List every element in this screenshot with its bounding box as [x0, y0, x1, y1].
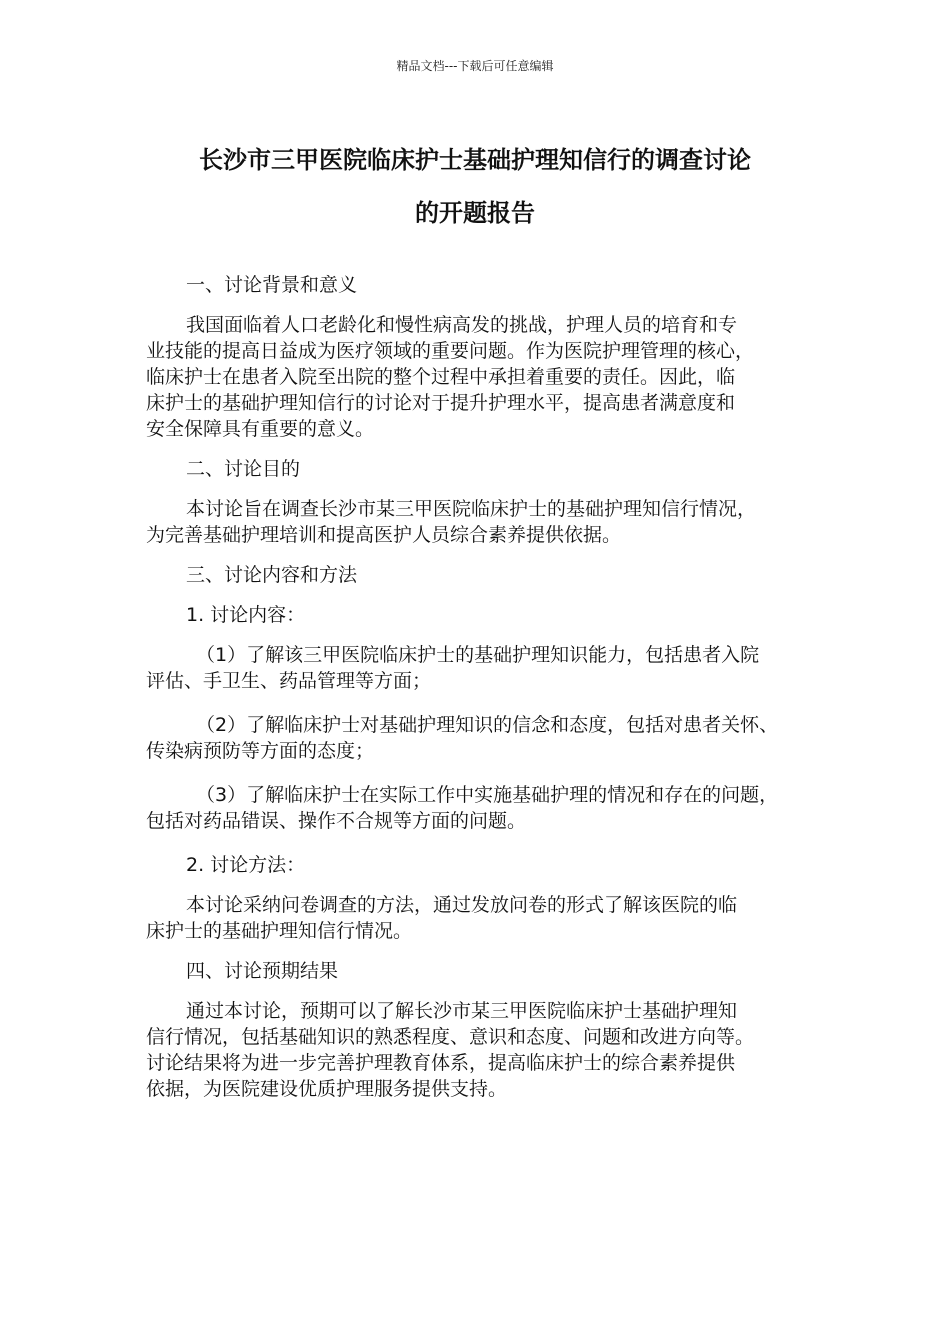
content-item-2: （2）了解临床护士对基础护理知识的信念和态度，包括对患者关怀、 传染病预防等方面的态度； [146, 714, 779, 762]
content-item-3: （3）了解临床护士在实际工作中实施基础护理的情况和存在的问题， 包括对药品错误、操作不合规等方面的问题。 [146, 784, 779, 832]
header-note: 精品文档---下载后可任意编辑 [396, 59, 554, 73]
content-item-1: （1）了解该三甲医院临床护士的基础护理知识能力，包括患者入院 评估、手卫生、药品管理等方面； [146, 644, 760, 692]
document-title-line-2: 的开题报告 [415, 199, 535, 227]
document-body [146, 272, 816, 1116]
subheading-content: 1. 讨论内容： [186, 604, 306, 626]
section-heading-content-method: 三、讨论内容和方法 [186, 564, 358, 586]
section-heading-expected-results: 四、讨论预期结果 [186, 960, 339, 982]
subheading-method: 2. 讨论方法： [186, 854, 306, 876]
section-heading-purpose: 二、讨论目的 [186, 458, 301, 480]
section-heading-background: 一、讨论背景和意义 [186, 274, 358, 296]
section-paragraph-method: 本讨论采纳问卷调查的方法，通过发放问卷的形式了解该医院的临 床护士的基础护理知信行情况。 [146, 894, 738, 942]
section-paragraph-background: 我国面临着人口老龄化和慢性病高发的挑战，护理人员的培育和专 业技能的提高日益成为医疗领域的重要问题。作为医院护理管理的核心， 临床护士在患者入院至出院的整个过程中承担着重要的责任。因此，临 床护士的基础护理知信行的讨论对于提升护理水平，提高患者满意度和 安全保障具有重要的意义。 [146, 314, 755, 440]
document-title-line-1: 长沙市三甲医院临床护士基础护理知信行的调查讨论 [199, 146, 751, 174]
section-paragraph-purpose: 本讨论旨在调查长沙市某三甲医院临床护士的基础护理知信行情况， 为完善基础护理培训和提高医护人员综合素养提供依据。 [146, 498, 757, 546]
section-paragraph-expected-results: 通过本讨论，预期可以了解长沙市某三甲医院临床护士基础护理知 信行情况，包括基础知识的熟悉程度、意识和态度、问题和改进方向等。 讨论结果将为进一步完善护理教育体系，提高临床护士的综合素养提供 依据，为医院建设优质护理服务提供支持。 [146, 1000, 755, 1100]
